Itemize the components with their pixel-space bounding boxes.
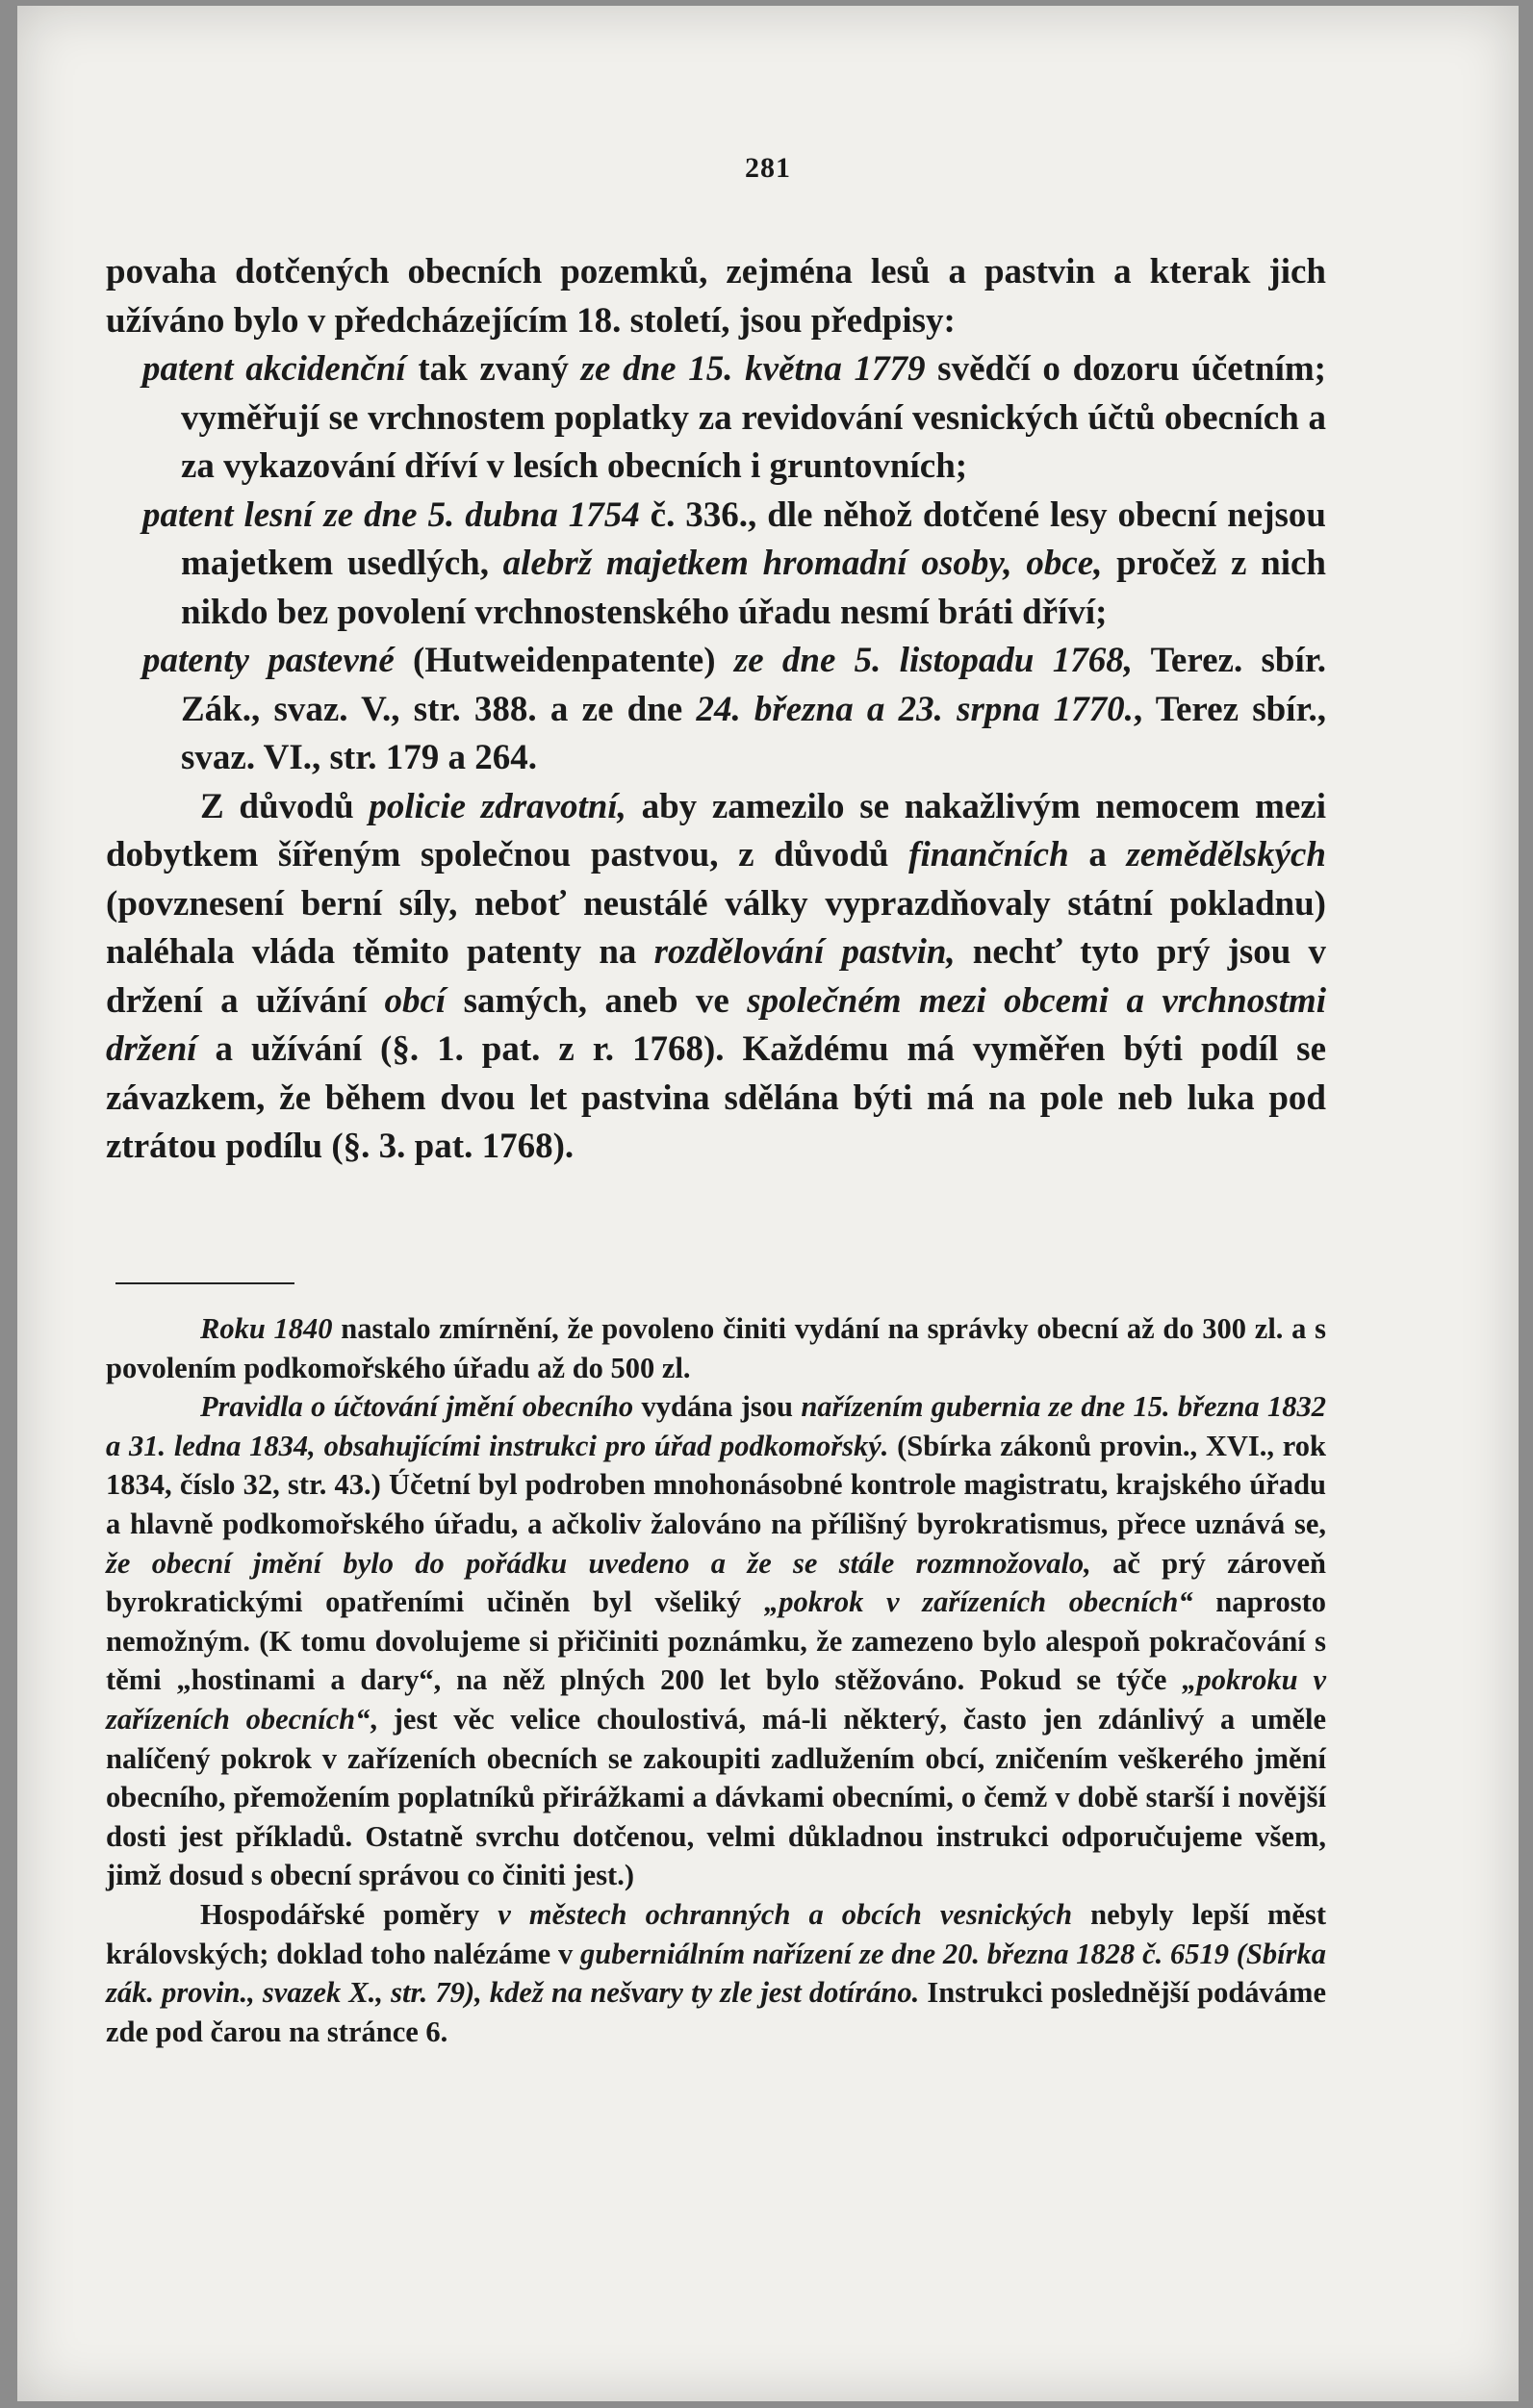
footnote-text: Hospodářské poměry bbox=[200, 1897, 498, 1931]
item-date: 24. března a 23. srpna 1770. bbox=[696, 689, 1134, 729]
item-text: tak zvaný bbox=[405, 349, 581, 389]
item-title: patenty pastevné bbox=[142, 641, 395, 680]
footnote-text: vydána jsou bbox=[633, 1390, 802, 1424]
item-title: patent lesní ze dne 5. dubna 1754 bbox=[142, 494, 640, 535]
footnote-1 bbox=[106, 1309, 1326, 1387]
paragraph-text: Z důvodů bbox=[200, 786, 370, 826]
page-number: 281 bbox=[745, 152, 791, 184]
footnote-text: ač prý zároveň byrokratickými opatřeními učiněn byl všeliký bbox=[106, 1546, 1327, 1619]
footnote-emphasis: nařízením gubernia ze dne 15. března 1832 a 31. ledna 1834, obsahujícími instrukci pro úřad podkomořský. bbox=[106, 1390, 1326, 1462]
footnote-emphasis: v městech ochranných a obcích vesnických bbox=[498, 1897, 1073, 1931]
footnote-divider bbox=[115, 1282, 294, 1284]
item-patent-lesni bbox=[106, 492, 1326, 638]
paragraph-text: a bbox=[1068, 835, 1127, 874]
footnote-emphasis: „pokroku v zařízeních obecních“ bbox=[106, 1663, 1327, 1736]
footnote-emphasis: Pravidla o účtování jmění obecního bbox=[200, 1390, 634, 1424]
footnote-text: Instrukci poslednější podáváme zde pod čarou na stránce 6. bbox=[106, 1976, 1327, 2048]
body-paragraph bbox=[106, 783, 1326, 1172]
footnote-emphasis: guberniálním nařízení ze dne 20. března 1828 č. 6519 (Sbírka zák. provin., svazek X., str. 79), kdež na nešvary ty zle jest dotíráno. bbox=[106, 1937, 1326, 2010]
footnote-text: naprosto nemožným. (K tomu dovolujeme si přičiniti poznámku, že zamezeno bylo alespoň pokračování s těmi „hostinami a dary“, na něž plných 200 let bylo stěžováno. Pokud se týče bbox=[106, 1585, 1326, 1697]
footnote-text: nastalo zmírnění, že povoleno činiti vydání na správky obecní až do 300 zl. a s povolením podkomořského úřadu až do 500 zl. bbox=[106, 1312, 1326, 1384]
item-text: (Hutweidenpatente) bbox=[394, 641, 734, 680]
main-text bbox=[106, 248, 1326, 1172]
paragraph-emphasis: rozdělování pastvin, bbox=[653, 932, 956, 972]
paragraph-emphasis: zemědělských bbox=[1126, 835, 1326, 874]
footnote-emphasis: „pokrok v zařízeních obecních“ bbox=[763, 1585, 1193, 1619]
footnote-text: , jest věc velice choulostivá, má-li některý, často jen zdánlivý a uměle nalíčený pokrok v zařízeních obecních se zakoupiti zadlužením obcí, zničením veškerého jmění obecního, přemožením poplatníků přirážkami a dávkami obecními, o čemž v době starší i novější dosti jest příkladů. Ostatně svrchu dotčenou, velmi důkladnou instrukci odporučujeme všem, jimž dosud s obecní správou co činiti jest.) bbox=[106, 1702, 1326, 1892]
item-title: patent akcidenční bbox=[142, 349, 406, 389]
item-patent-akcidencni bbox=[106, 345, 1326, 492]
document-page bbox=[17, 6, 1519, 2401]
footnote-text: (Sbírka zákonů provin., XVI., rok 1834, číslo 32, str. 43.) Účetní byl podroben mnohonásobné kontrole magistratu, krajského úřadu a hlavně podkomořského úřadu, a ačkoliv žalováno na přílišný byrokratismus, přece uznává se, bbox=[106, 1429, 1326, 1540]
paragraph-text: samých, aneb ve bbox=[446, 980, 748, 1021]
item-date: ze dne 15. května 1779 bbox=[580, 349, 926, 389]
paragraph-text: (povznesení berní síly, neboť neustálé války vyprazdňovaly státní pokladnu) naléhala vláda těmito patenty na bbox=[106, 883, 1326, 972]
item-text: Terez. sbír. Zák., svaz. V., str. 388. a ze dne bbox=[181, 641, 1326, 729]
paragraph-text: aby zamezilo se nakažlivým nemocem mezi dobytkem šířeným společnou pastvou, z důvodů bbox=[106, 786, 1326, 874]
intro-paragraph: povaha dotčených obecních pozemků, zejména lesů a pastvin a kterak jich užíváno bylo v předcházejícím 18. století, jsou předpisy: bbox=[106, 252, 1326, 341]
footnote-emphasis: Roku 1840 bbox=[200, 1312, 333, 1345]
paragraph-emphasis: finančních bbox=[908, 835, 1069, 874]
paragraph-text: a užívání (§. 1. pat. z r. 1768). Každému má vyměřen býti podíl se závazkem, že během dvou let pastvina sdělána býti má na pole neb luka pod ztrátou podílu (§. 3. pat. 1768). bbox=[106, 1029, 1326, 1166]
item-date: ze dne 5. listopadu 1768, bbox=[733, 641, 1134, 680]
item-patenty-pastevne bbox=[106, 637, 1326, 783]
paragraph-text: nechť tyto prý jsou v držení a užívání bbox=[106, 932, 1326, 1021]
footnotes bbox=[106, 1309, 1326, 2051]
paragraph-emphasis: společném mezi obcemi a vrchnostmi držení bbox=[106, 980, 1326, 1069]
item-text: pročež z nich nikdo bez povolení vrchnostenského úřadu nesmí bráti dříví; bbox=[181, 544, 1327, 632]
paragraph-emphasis: policie zdravotní, bbox=[369, 786, 626, 826]
paragraph-emphasis: obcí bbox=[384, 980, 447, 1021]
item-emphasis: alebrž majetkem hromadní osoby, obce, bbox=[502, 544, 1103, 583]
item-text: č. 336., dle něhož dotčené lesy obecní nejsou majetkem usedlých, bbox=[181, 494, 1326, 583]
item-text: , Terez sbír., svaz. VI., str. 179 a 264. bbox=[181, 689, 1326, 777]
footnote-text: nebyly lepší měst královských; doklad toho nalézáme v bbox=[106, 1897, 1326, 1970]
item-text: svědčí o dozoru účetním; vyměřují se vrchnostem poplatky za revidování vesnických účtů obecních a za vykazování dříví v lesích obecních i gruntovních; bbox=[181, 349, 1326, 486]
footnote-2 bbox=[106, 1387, 1326, 1895]
footnote-emphasis: že obecní jmění bylo do pořádku uvedeno a že se stále rozmnožovalo, bbox=[106, 1546, 1091, 1580]
footnote-3 bbox=[106, 1895, 1326, 2051]
